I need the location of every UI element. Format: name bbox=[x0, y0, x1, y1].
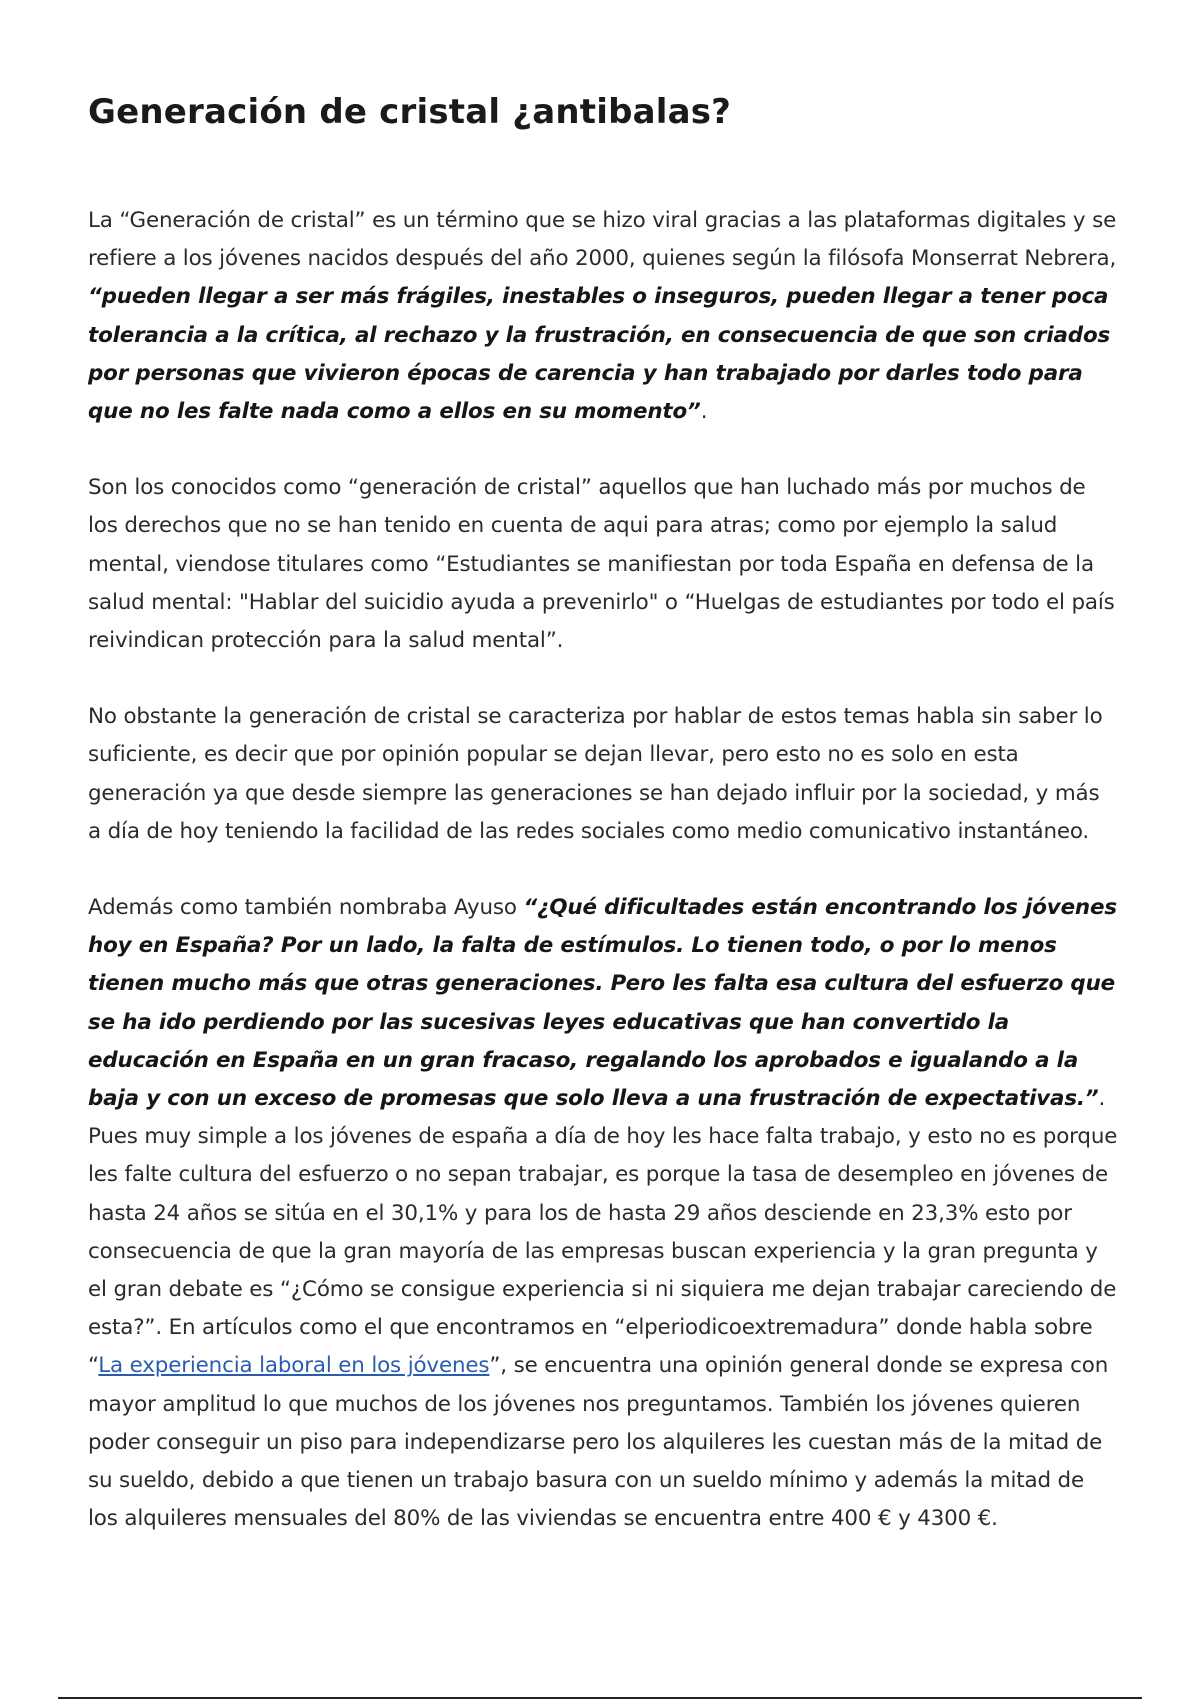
paragraph-text: La “Generación de cristal” es un término que se hizo viral gracias a las plataformas digitales y se refiere a los jóvenes nacidos después del año 2000, quienes según la filósofa Monserrat Nebrera, bbox=[88, 208, 1117, 272]
paragraph-text: ”, se encuentra una opinión general donde se expresa con mayor amplitud lo que muchos de los jóvenes nos preguntamos. También los jóvenes quieren poder conseguir un piso para independizarse pero los alquileres les cuestan más de la mitad de su sueldo, debido a que tienen un trabajo basura con un sueldo mínimo y además la mitad de los alquileres mensuales del 80% de las viviendas se encuentra entre 400 € y 4300 €. bbox=[88, 1353, 1109, 1532]
paragraph-ayuso bbox=[88, 889, 1118, 1538]
document-page bbox=[88, 84, 1118, 1539]
paragraph-salud-mental: Son los conocidos como “generación de cristal” aquellos que han luchado más por muchos de los derechos que no se han tenido en cuenta de aqui para atras; como por ejemplo la salud mental, viendose titulares como “Estudiantes se manifiestan por toda España en defensa de la salud mental: "Hablar del suicidio ayuda a prevenirlo" o “Huelgas de estudiantes por todo el país reivindican protección para la salud mental”. bbox=[88, 475, 1115, 654]
experiencia-laboral-link[interactable]: La experiencia laboral en los jóvenes bbox=[98, 1353, 490, 1379]
page-title: Generación de cristal ¿antibalas? bbox=[88, 92, 732, 132]
quote-nebrera: “pueden llegar a ser más frágiles, inestables o inseguros, pueden llegar a tener poca tolerancia a la crítica, al rechazo y la frustración, en consecuencia de que son criados por personas que vivieron épocas de carencia y han trabajado por darles todo para que no les falte nada como a ellos en su momento” bbox=[88, 284, 1111, 425]
quote-ayuso: “¿Qué dificultades están encontrando los jóvenes hoy en España? Por un lado, la falta de estímulos. Lo tienen todo, o por lo menos tienen mucho más que otras generaciones. Pero les falta esa cultura del esfuerzo que se ha ido perdiendo por las sucesivas leyes educativas que han convertido la educación en España en un gran fracaso, regalando los aprobados e igualando a la baja y con un exceso de promesas que solo lleva a una frustración de expectativas.” bbox=[88, 895, 1117, 1112]
paragraph-text: Además como también nombraba Ayuso bbox=[88, 895, 524, 921]
page-bottom-divider bbox=[58, 1697, 1142, 1699]
paragraph-text: . bbox=[700, 399, 708, 425]
paragraph-text: . Pues muy simple a los jóvenes de españa a día de hoy les hace falta trabajo, y esto no es porque les falte cultura del esfuerzo o no sepan trabajar, es porque la tasa de desempleo en jóvenes de hasta 24 años se sitúa en el 30,1% y para los de hasta 29 años desciende en 23,3% esto por consecuencia de que la gran mayoría de las empresas buscan experiencia y la gran pregunta y el gran debate es “¿Cómo se consigue experiencia si ni siquiera me dejan trabajar careciendo de esta?”. En artículos como el que encontramos en “elperiodicoextremadura” donde habla sobre “ bbox=[88, 1086, 1118, 1379]
paragraph-redes-sociales: No obstante la generación de cristal se caracteriza por hablar de estos temas habla sin saber lo suficiente, es decir que por opinión popular se dejan llevar, pero esto no es solo en esta generación ya que desde siempre las generaciones se han dejado influir por la sociedad, y más a día de hoy teniendo la facilidad de las redes sociales como medio comunicativo instantáneo. bbox=[88, 704, 1103, 844]
paragraph-generacion-cristal bbox=[88, 202, 1118, 431]
